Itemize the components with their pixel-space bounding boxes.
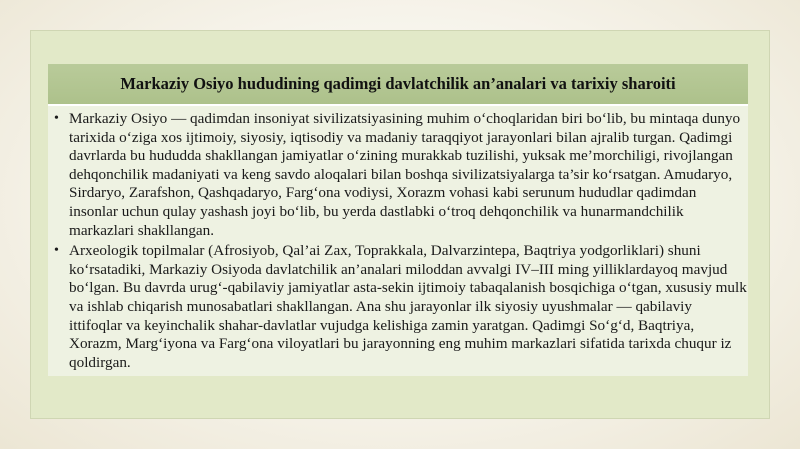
title-bar <box>48 64 748 104</box>
bullet-item <box>52 242 748 372</box>
bullet-item <box>52 110 748 240</box>
bullet-text: Markaziy Osiyo — qadimdan insoniyat sivilizatsiyasining muhim oʻchoqlaridan biri boʻlib, bu mintaqa dunyo tarixida oʻziga xos ijtimoiy, siyosiy, iqtisodiy va madaniy taraqqiyot jarayonlari bilan ajralib turgan. Qadimgi davrlarda bu hududda shakllangan jamiyatlar oʻzining murakkab tuzilishi, yuksak me’morchiligi, rivojlangan dehqonchilik madaniyati va keng savdo aloqalari bilan boshqa sivilizatsiyalarga ta’sir koʻrsatgan. Amudaryo, Sirdaryo, Zarafshon, Qashqadaryo, Fargʻona vodiysi, Xorazm vohasi kabi serunum hududlar qadimdan insonlar uchun qulay yashash joyi boʻlib, bu yerda dastlabki oʻtroq dehqonchilik va hunarmandchilik markazlari shakllangan. <box>69 110 741 239</box>
slide-title: Markaziy Osiyo hududining qadimgi davlatchilik an’analari va tarixiy sharoiti <box>120 74 676 93</box>
bullet-dot-icon: • <box>54 243 59 259</box>
bullet-dot-icon: • <box>54 111 59 126</box>
bullet-list <box>52 110 748 374</box>
bullet-text: Arxeologik topilmalar (Afrosiyob, Qal’ai Zax, Toprakkala, Dalvarzintepa, Baqtriya yodgorliklari) shuni koʻrsatadiki, Markaziy Osiyoda davlatchilik an’analari miloddan avvalgi IV–III ming yilliklardayoq mavjud boʻlgan. Bu davrda urugʻ-qabilaviy jamiyatlar asta-sekin ijtimoiy tabaqalanish bosqichiga oʻtgan, xususiy mulk va ishlab chiqarish munosabatlari shakllangan. Ana shu jarayonlar ilk siyosiy uyushmalar — qabilaviy ittifoqlar va keyinchalik shahar-davlatlar vujudga kelishiga zamin yaratgan. Qadimgi Soʻgʻd, Baqtriya, Xorazm, Margʻiyona va Fargʻona viloyatlari bu jarayonning eng muhim markazlari sifatida tarixda chuqur iz qoldirgan. <box>69 242 747 371</box>
